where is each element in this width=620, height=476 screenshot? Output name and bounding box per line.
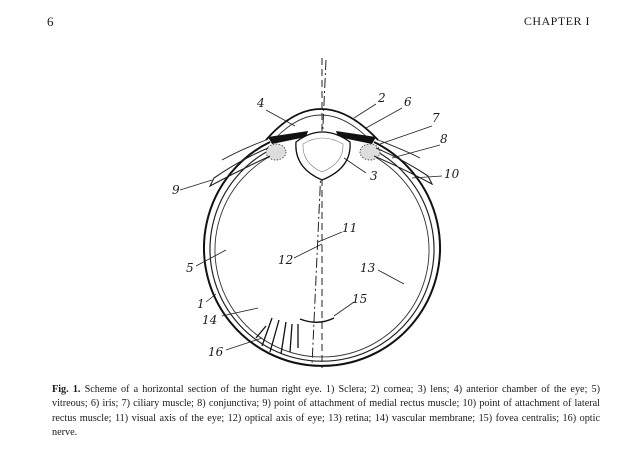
- label-7: 7: [432, 111, 440, 125]
- label-15: 15: [352, 292, 368, 306]
- ciliary-muscle-left: [266, 144, 286, 160]
- label-4: 4: [257, 96, 265, 110]
- label-5: 5: [186, 261, 194, 275]
- label-10: 10: [444, 167, 460, 181]
- label-14: 14: [202, 313, 218, 327]
- label-9: 9: [172, 183, 180, 197]
- fovea-centralis: [300, 318, 334, 322]
- visual-axis-line: [312, 60, 326, 365]
- lateral-rectus-muscle: [374, 148, 432, 184]
- figure-caption-text: Scheme of a horizontal section of the human right eye. 1) Sclera; 2) cornea; 3) lens; 4) anterior chamber of the eye; 5) vitreous; 6) iris; 7) ciliary muscle; 8) conjunctiva; 9) point of attachment of medial rectus muscle; 10) point of attachment of lateral rectus muscle; 11) visual axis of the eye; 12) optical axis of eye; 13) retina; 14) vascular membrane; 15) fovea centralis; 16) optic nerve.: [52, 384, 601, 438]
- label-12: 12: [278, 253, 294, 267]
- label-13: 13: [360, 261, 376, 275]
- page-number: 6: [47, 14, 54, 29]
- figure-caption: [52, 383, 600, 440]
- medial-rectus-muscle: [210, 148, 270, 186]
- label-2: 2: [378, 91, 386, 105]
- chapter-header: CHAPTER I: [523, 14, 590, 28]
- label-1: 1: [197, 297, 205, 311]
- label-6: 6: [404, 95, 412, 109]
- label-3: 3: [370, 169, 378, 183]
- label-8: 8: [440, 132, 448, 146]
- figure-label: Fig. 1.: [52, 384, 81, 396]
- lens-outline: [296, 132, 350, 180]
- label-11: 11: [342, 221, 358, 235]
- label-16: 16: [208, 345, 224, 359]
